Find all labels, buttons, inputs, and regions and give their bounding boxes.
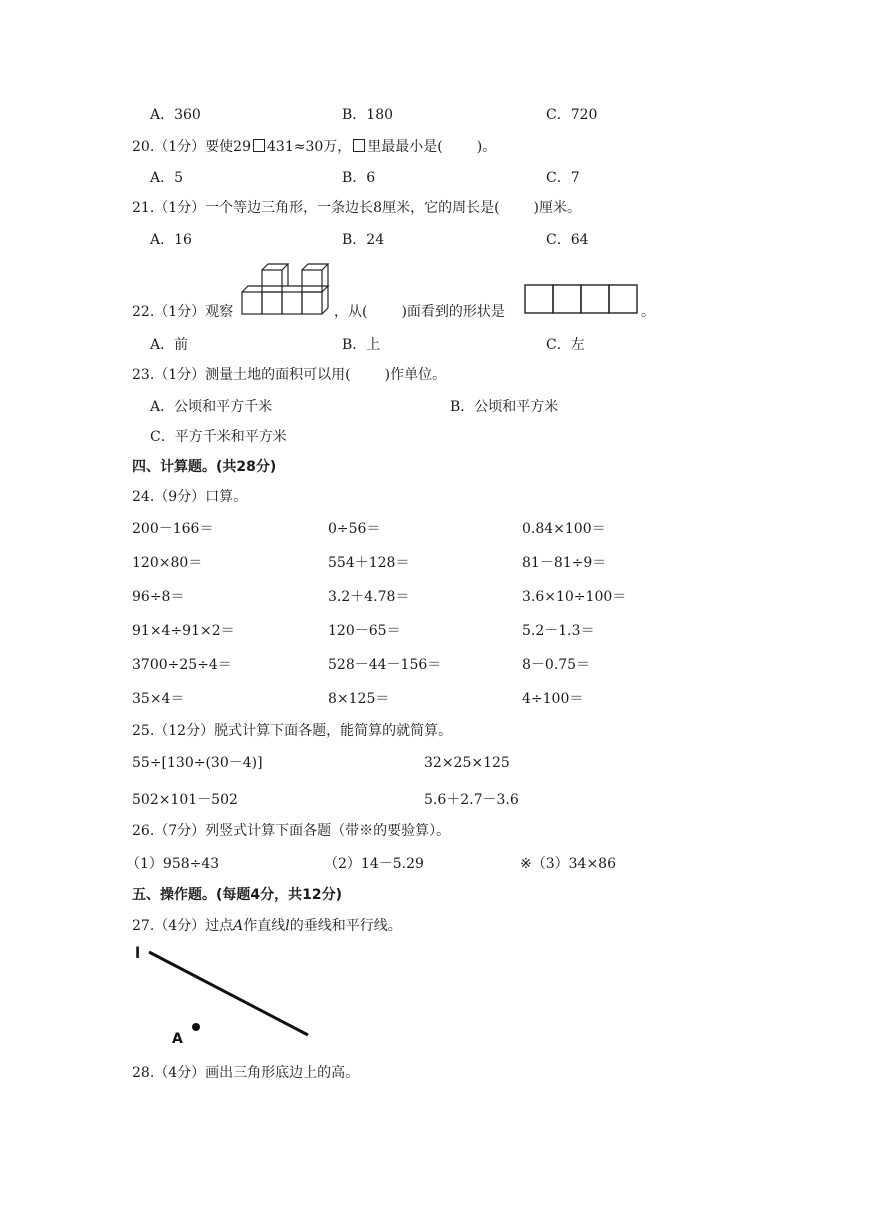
- point-a-label: A: [233, 918, 244, 934]
- q25-r1-c2: 32×25×125: [424, 755, 510, 771]
- section-5-heading: 五、操作题。(每题4分，共12分): [132, 887, 343, 903]
- q22-option-a: A．前: [150, 337, 189, 353]
- q26-item-1: （1）958÷43: [126, 856, 220, 872]
- q26-item-2: （2）14－5.29: [324, 856, 424, 872]
- q24-r6-c3: 4÷100＝: [522, 691, 584, 707]
- q24-r1-c1: 200－166＝: [132, 521, 214, 537]
- q24-r4-c2: 120－65＝: [328, 623, 401, 639]
- q24-r3-c2: 3.2＋4.78＝: [328, 589, 410, 605]
- question-20: [132, 139, 496, 154]
- q24-r5-c2: 528－44－156＝: [328, 657, 442, 673]
- q24-r3-c3: 3.6×10÷100＝: [522, 589, 627, 605]
- q24-r3-c1: 96÷8＝: [132, 589, 185, 605]
- blank-square-icon: [253, 139, 265, 152]
- q20-option-a: A．5: [150, 170, 184, 186]
- question-27: 27.（4分）过点A作直线l的垂线和平行线。: [132, 918, 402, 934]
- q24-r1-c3: 0.84×100＝: [522, 521, 606, 537]
- q23-lead: 23.（1分）测量土地的面积可以用(: [132, 367, 351, 383]
- q20-end: )。: [476, 139, 497, 155]
- q23-option-c: C．平方千米和平方米: [150, 429, 287, 445]
- q21-option-a: A．16: [150, 232, 192, 248]
- q20-option-c: C．7: [546, 170, 580, 186]
- q21-lead: 21.（1分）一个等边三角形，一条边长8厘米，它的周长是(: [132, 200, 500, 216]
- q19-option-c: C．720: [546, 107, 598, 123]
- q22-lead: 22.（1分）观察: [132, 304, 234, 320]
- figure-point-label: A: [172, 1031, 183, 1047]
- q20-tail2: 里最最小是(: [367, 139, 443, 155]
- q26-item-3: ※（3）34×86: [520, 856, 616, 872]
- q25-r2-c1: 502×101－502: [132, 792, 238, 808]
- q22-option-b: B．上: [342, 337, 381, 353]
- q22-option-c: C．左: [546, 337, 585, 353]
- q19-option-a: A．360: [150, 107, 201, 123]
- q24-r2-c2: 554＋128＝: [328, 555, 410, 571]
- section-4-heading: 四、计算题。(共28分): [132, 459, 277, 475]
- question-21: [132, 201, 581, 215]
- q24-r6-c2: 8×125＝: [328, 691, 390, 707]
- figure-line-label: l: [135, 944, 141, 962]
- q20-lead: 20.（1分）要使29: [132, 139, 251, 155]
- q28-title: 28.（4分）画出三角形底边上的高。: [132, 1065, 360, 1081]
- q24-r2-c1: 120×80＝: [132, 555, 203, 571]
- q24-r4-c1: 91×4÷91×2＝: [132, 623, 235, 639]
- blank-square-icon: [353, 139, 365, 152]
- q24-r5-c3: 8－0.75＝: [522, 657, 591, 673]
- q23-option-b: B．公顷和平方米: [450, 399, 559, 415]
- q25-title: 25.（12分）脱式计算下面各题，能简算的就简算。: [132, 723, 453, 739]
- q22-mid: ，从( )面看到的形状是: [334, 304, 505, 320]
- q21-end: )厘米。: [533, 200, 582, 216]
- q25-r1-c1: 55÷[130÷(30－4)]: [132, 755, 263, 771]
- q24-r2-c3: 81－81÷9＝: [522, 555, 607, 571]
- q22-end: 。: [641, 304, 655, 320]
- q24-title: 24.（9分）口算。: [132, 489, 248, 505]
- q24-r5-c1: 3700÷25÷4＝: [132, 657, 232, 673]
- line-and-point-figure: [130, 940, 320, 1050]
- q25-r2-c2: 5.6＋2.7－3.6: [424, 792, 519, 808]
- line-l: [149, 952, 308, 1035]
- q20-option-b: B．6: [342, 170, 376, 186]
- q24-r1-c2: 0÷56＝: [328, 521, 381, 537]
- q24-r6-c1: 35×4＝: [132, 691, 185, 707]
- q20-tail: 431≈30万，: [267, 139, 352, 155]
- line-l-label: l: [285, 918, 290, 934]
- q23-option-a: A．公顷和平方千米: [150, 399, 273, 415]
- four-squares-figure: [524, 284, 638, 314]
- cube-stack-figure: [242, 262, 332, 316]
- q26-title: 26.（7分）列竖式计算下面各题（带※的要验算）。: [132, 823, 451, 839]
- question-23: [132, 368, 446, 382]
- point-a: [192, 1023, 200, 1031]
- q21-option-b: B．24: [342, 232, 385, 248]
- q24-r4-c3: 5.2－1.3＝: [522, 623, 595, 639]
- q21-option-c: C．64: [546, 232, 589, 248]
- q19-option-b: B．180: [342, 107, 394, 123]
- q23-end: )作单位。: [384, 367, 447, 383]
